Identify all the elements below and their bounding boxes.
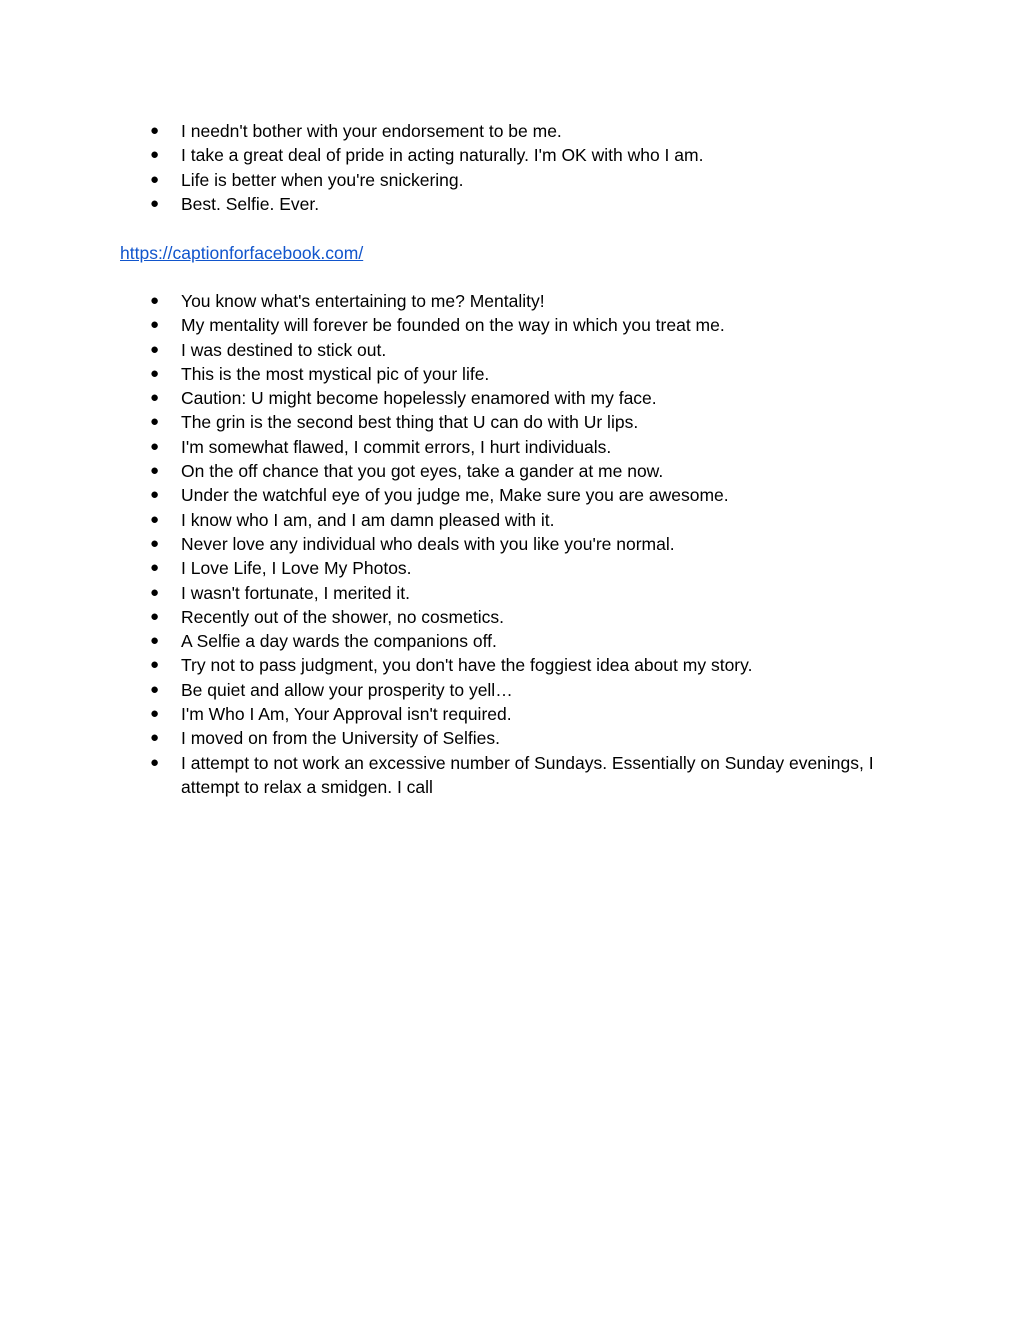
list-item xyxy=(150,678,910,702)
source-link[interactable]: https://captionforfacebook.com/ xyxy=(120,243,364,263)
bullet-icon: ● xyxy=(150,292,160,309)
list-item xyxy=(150,459,910,483)
list-item xyxy=(150,168,910,192)
bullet-icon: ● xyxy=(150,364,160,382)
list-item xyxy=(150,702,910,726)
bullet-icon: ● xyxy=(150,583,160,601)
list-item xyxy=(150,653,910,677)
list-item-text: I was destined to stick out. xyxy=(181,339,387,360)
bullet-icon: ● xyxy=(150,607,160,625)
list-item-text: The grin is the second best thing that U can do with Ur lips. xyxy=(181,412,639,433)
list-item xyxy=(150,581,910,605)
caption-list-top xyxy=(150,119,910,216)
bullet-icon: ● xyxy=(150,437,160,455)
list-item xyxy=(150,119,910,143)
bullet-icon: ● xyxy=(150,559,160,577)
bullet-icon: ● xyxy=(150,316,160,334)
list-item xyxy=(150,726,910,750)
bullet-icon: ● xyxy=(150,389,160,407)
list-item xyxy=(150,751,910,800)
bullet-icon: ● xyxy=(150,705,160,723)
list-item xyxy=(150,289,910,313)
list-item xyxy=(150,410,910,434)
list-item xyxy=(150,556,910,580)
bullet-icon: ● xyxy=(150,170,160,188)
list-item xyxy=(150,386,910,410)
bullet-icon: ● xyxy=(150,753,160,771)
list-item xyxy=(150,338,910,362)
bullet-icon: ● xyxy=(150,729,160,747)
list-item-text: I'm Who I Am, Your Approval isn't required. xyxy=(181,704,512,725)
list-item-text: This is the most mystical pic of your life. xyxy=(181,363,490,384)
list-item xyxy=(150,313,910,337)
list-item-text: I needn't bother with your endorsement to be me. xyxy=(181,121,562,141)
list-item xyxy=(150,143,910,167)
list-item-text: Caution: U might become hopelessly enamored with my face. xyxy=(181,388,657,409)
list-item xyxy=(150,508,910,532)
bullet-icon: ● xyxy=(150,534,160,552)
list-item xyxy=(150,192,910,216)
list-item-text: I know who I am, and I am damn pleased with it. xyxy=(181,509,555,530)
list-item-text: Life is better when you're snickering. xyxy=(181,169,464,190)
bullet-icon: ● xyxy=(150,413,160,431)
list-item-text: I take a great deal of pride in acting naturally. I'm OK with who I am. xyxy=(181,145,704,166)
list-item-text: Never love any individual who deals with you like you're normal. xyxy=(181,533,675,554)
bullet-icon: ● xyxy=(150,194,160,212)
list-item-text: A Selfie a day wards the companions off. xyxy=(181,631,497,652)
list-item xyxy=(150,629,910,653)
list-item-text: I Love Life, I Love My Photos. xyxy=(181,558,412,579)
list-item-text: On the off chance that you got eyes, take a gander at me now. xyxy=(181,461,664,482)
list-item xyxy=(150,483,910,507)
list-item xyxy=(150,605,910,629)
bullet-icon: ● xyxy=(150,486,160,504)
bullet-icon: ● xyxy=(150,632,160,650)
bullet-icon: ● xyxy=(150,656,160,674)
list-item-text: Try not to pass judgment, you don't have the foggiest idea about my story. xyxy=(181,655,753,676)
list-item-text: My mentality will forever be founded on the way in which you treat me. xyxy=(181,315,725,336)
list-item-text: I wasn't fortunate, I merited it. xyxy=(181,582,410,603)
list-item-text: I moved on from the University of Selfies. xyxy=(181,728,501,749)
bullet-icon: ● xyxy=(150,340,160,358)
bullet-icon: ● xyxy=(150,510,160,528)
list-item xyxy=(150,362,910,386)
list-item-text: I attempt to not work an excessive number of Sundays. Essentially on Sunday evenings, I attempt to relax a smidgen. I call xyxy=(181,752,874,797)
list-item-text: Recently out of the shower, no cosmetics. xyxy=(181,606,504,627)
bullet-icon: ● xyxy=(150,146,160,164)
list-item-text: Under the watchful eye of you judge me, Make sure you are awesome. xyxy=(181,485,729,506)
list-item xyxy=(150,532,910,556)
bullet-icon: ● xyxy=(150,122,160,139)
bullet-icon: ● xyxy=(150,680,160,698)
list-item-text: Best. Selfie. Ever. xyxy=(181,193,320,214)
caption-list-bottom xyxy=(150,289,910,799)
list-item-text: Be quiet and allow your prosperity to yell… xyxy=(181,679,513,700)
list-item-text: You know what's entertaining to me? Mentality! xyxy=(181,291,545,311)
list-item-text: I'm somewhat flawed, I commit errors, I hurt individuals. xyxy=(181,436,612,457)
list-item xyxy=(150,435,910,459)
bullet-icon: ● xyxy=(150,462,160,480)
